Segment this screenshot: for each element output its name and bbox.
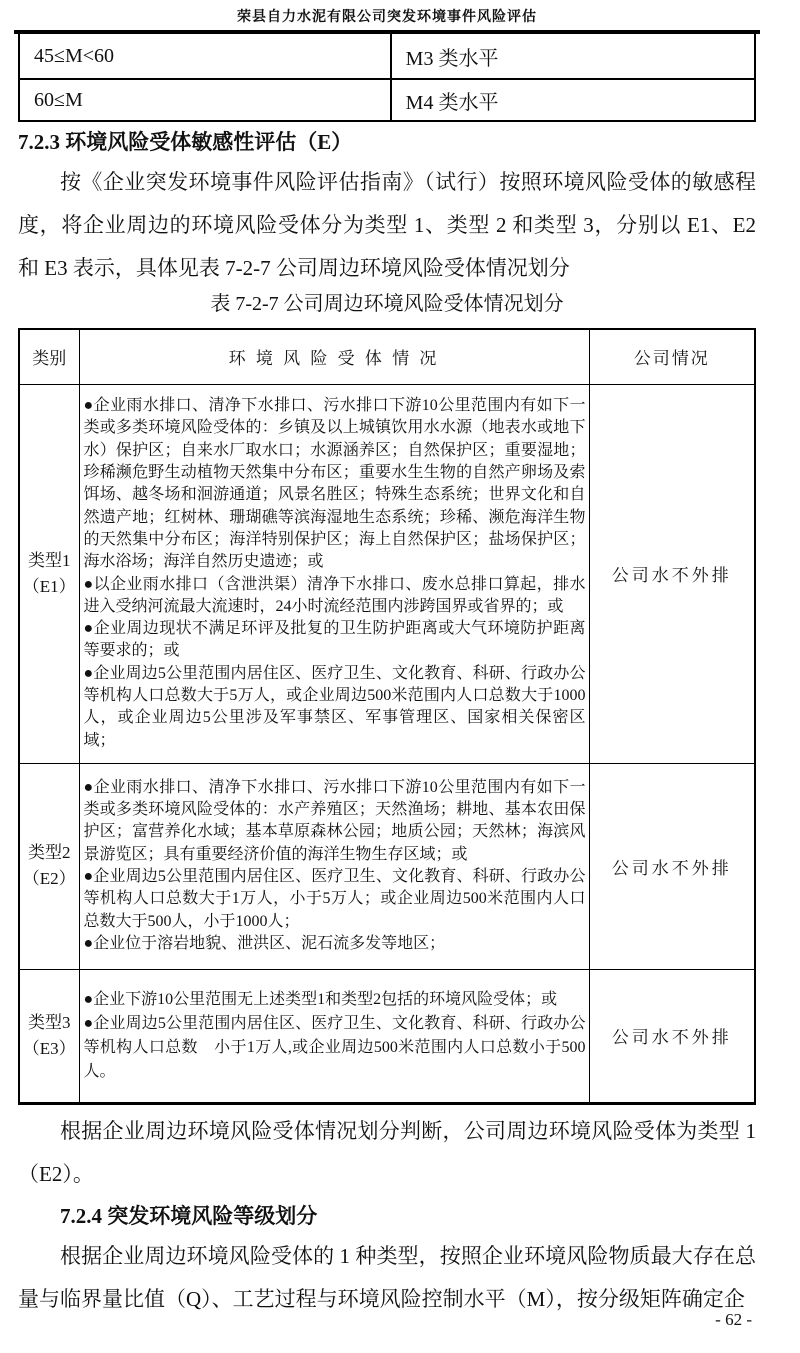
table-row xyxy=(19,34,755,79)
receptor-table xyxy=(18,328,756,1105)
post-table-paragraph: 根据企业周边环境风险受体情况划分判断，公司周边环境风险受体为类型 1（E2）。 xyxy=(18,1118,756,1186)
receptor-bullet: ●以企业雨水排口（含泄洪渠）清净下水排口、废水总排口算起，排水进入受纳河流最大流速时，24小时流经范围内涉跨国界或省界的；或 xyxy=(83,575,586,615)
category-cell: 类型3 （E3） xyxy=(19,969,79,1103)
section-heading-724: 7.2.4 突发环境风险等级划分 xyxy=(60,1203,318,1228)
m-range-cell: 60≤M xyxy=(19,79,391,121)
category-cell: 类型1 （E1） xyxy=(19,384,79,763)
receptor-bullet: ●企业周边5公里范围内居住区、医疗卫生、文化教育、科研、行政办公等机构人口总数大于5万人，或企业周边500米范围内人口总数大于1000人，或企业周边5公里涉及军事禁区、军事管理区、国家相关保密区域； xyxy=(83,664,586,749)
situation-cell xyxy=(79,763,589,969)
header-situation: 环 境 风 险 受 体 情 况 xyxy=(79,329,589,384)
table-row-type1 xyxy=(19,384,755,763)
receptor-bullet: ●企业雨水排口、清净下水排口、污水排口下游10公里范围内有如下一类或多类环境风险受体的：乡镇及以上城镇饮用水水源（地表水或地下水）保护区；自来水厂取水口；水源涵养区；自然保护区；重要湿地；珍稀濒危野生动植物天然集中分布区；重要水生生物的自然产卵场及索饵场、越冬场和洄游通道；风景名胜区；特殊生态系统；世界文化和自然遗产地；红树林、珊瑚礁等滨海湿地生态系统；珍稀、濒危海洋生物的天然集中分布区；海洋特别保护区；海上自然保护区；盐场保护区；海水浴场；海洋自然历史遗迹；或 xyxy=(83,397,586,571)
section-724-paragraph: 根据企业周边环境风险受体的 1 种类型，按照企业环境风险物质最大存在总量与临界量比值（Q）、工艺过程与环境风险控制水平（M），按分级矩阵确定企 xyxy=(18,1243,756,1311)
section-heading-723: 7.2.3 环境风险受体敏感性评估（E） xyxy=(18,130,353,154)
m-level-table xyxy=(18,34,756,122)
section-723-paragraph: 按《企业突发环境事件风险评估指南》（试行）按照环境风险受体的敏感程度，将企业周边的环境风险受体分为类型 1、类型 2 和类型 3，分别以 E1、E2 和 E3 表示，具体见表 7-2-7 公司周边环境风险受体情况划分 xyxy=(18,170,756,280)
m-range-cell: 45≤M<60 xyxy=(19,34,391,79)
company-cell: 公司水不外排 xyxy=(589,969,755,1103)
situation-cell xyxy=(79,384,589,763)
receptor-bullet: ●企业周边5公里范围内居住区、医疗卫生、文化教育、科研、行政办公等机构人口总数 小于1万人,或企业周边500米范围内人口总数小于500人。 xyxy=(83,1014,586,1080)
situation-cell xyxy=(79,969,589,1103)
table-caption: 表 7-2-7 公司周边环境风险受体情况划分 xyxy=(210,293,564,315)
receptor-bullet: ●企业位于溶岩地貌、泄洪区、泥石流多发等地区； xyxy=(83,934,446,952)
receptor-bullet: ●企业周边现状不满足环评及批复的卫生防护距离或大气环境防护距离等要求的；或 xyxy=(83,620,586,660)
category-cell: 类型2 （E2） xyxy=(19,763,79,969)
m-level-cell: M3 类水平 xyxy=(391,34,755,79)
table-row-type2 xyxy=(19,763,755,969)
table-row xyxy=(19,79,755,121)
header-company: 公司情况 xyxy=(589,329,755,384)
document-header-title: 荣县自力水泥有限公司突发环境事件风险评估 xyxy=(237,10,537,25)
header-category: 类别 xyxy=(19,329,79,384)
company-cell: 公司水不外排 xyxy=(589,763,755,969)
page-number: - 62 - xyxy=(715,1310,752,1329)
receptor-bullet: ●企业周边5公里范围内居住区、医疗卫生、文化教育、科研、行政办公等机构人口总数大于1万人，小于5万人；或企业周边500米范围内人口总数大于500人，小于1000人； xyxy=(83,868,586,930)
table-header-row xyxy=(19,329,755,384)
company-cell: 公司水不外排 xyxy=(589,384,755,763)
table-row-type3 xyxy=(19,969,755,1103)
receptor-bullet: ●企业下游10公里范围无上述类型1和类型2包括的环境风险受体；或 xyxy=(83,990,558,1008)
receptor-bullet: ●企业雨水排口、清净下水排口、污水排口下游10公里范围内有如下一类或多类环境风险受体的：水产养殖区；天然渔场；耕地、基本农田保护区；富营养化水域；基本草原森林公园；地质公园；天然林；海滨风景游览区；具有重要经济价值的海洋生物生存区域；或 xyxy=(83,778,586,863)
m-level-cell: M4 类水平 xyxy=(391,79,755,121)
